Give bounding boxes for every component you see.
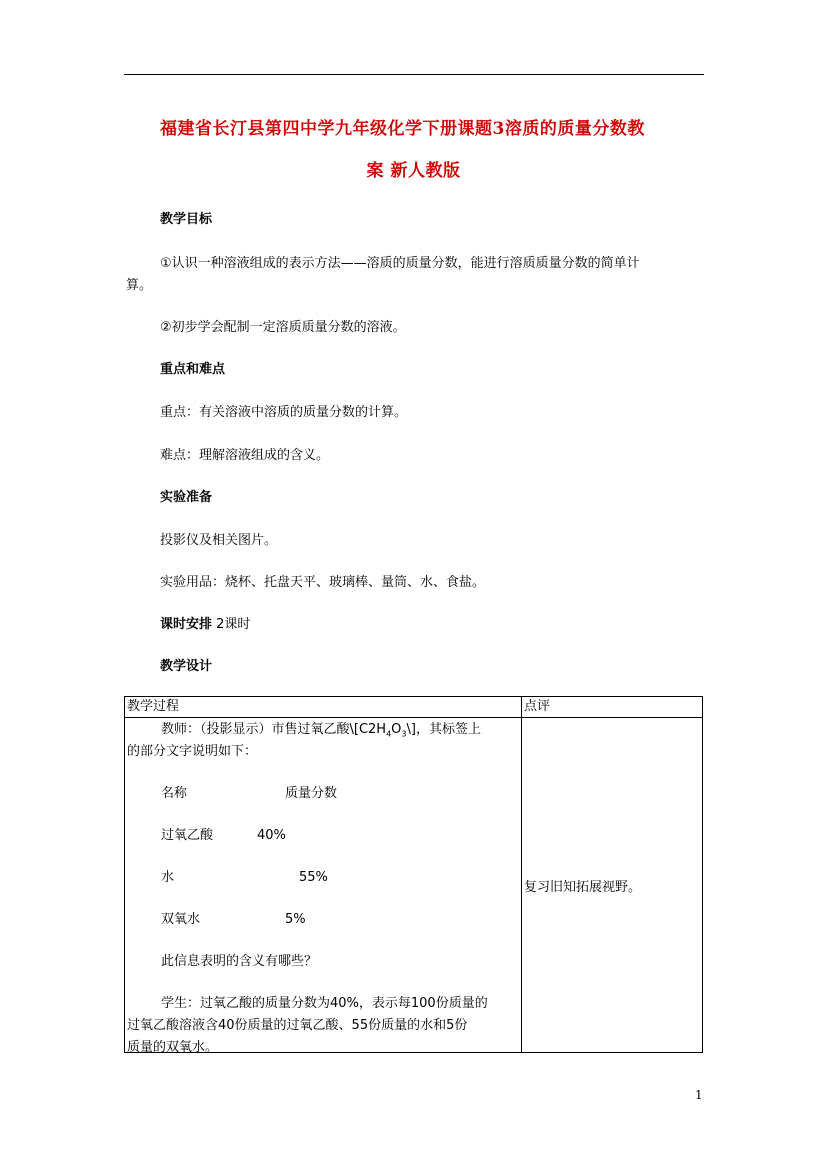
- design-heading: 教学设计: [160, 659, 213, 674]
- label-fraction-header: 质量分数: [285, 786, 338, 801]
- row2-value: 55%: [299, 870, 328, 885]
- row3-name: 双氧水: [161, 912, 201, 927]
- prep-heading: 实验准备: [160, 490, 213, 505]
- remark-cell: 复习旧知拓展视野。: [522, 718, 703, 1053]
- prep-item-2: 实验用品：烧杯、托盘天平、玻璃棒、量筒、水、食盐。: [160, 575, 486, 590]
- goals-heading: 教学目标: [160, 212, 213, 227]
- col-header-remark: 点评: [522, 697, 703, 718]
- key-point: 重点：有关溶液中溶质的质量分数的计算。: [160, 405, 408, 420]
- header-rule: [124, 74, 704, 75]
- formula-sub-4: 4: [386, 729, 392, 739]
- row3-value: 5%: [285, 912, 306, 927]
- teacher-line-1: [161, 720, 481, 745]
- teacher-text-b: \]，其标签上: [406, 722, 481, 737]
- schedule-heading: 课时安排: [160, 617, 213, 632]
- process-cell: [125, 718, 522, 1053]
- label-name-header: 名称: [161, 786, 188, 801]
- difficult-point: 难点：理解溶液组成的含义。: [160, 448, 330, 463]
- teacher-line-2: 的部分文字说明如下：: [127, 744, 258, 759]
- prep-item-1: 投影仪及相关图片。: [160, 533, 278, 548]
- document-title-line2: 案 新人教版: [366, 161, 461, 181]
- key-heading: 重点和难点: [160, 362, 226, 377]
- formula-o: O: [391, 722, 402, 737]
- row2-name: 水: [161, 870, 175, 885]
- goal-2: ②初步学会配制一定溶质质量分数的溶液。: [160, 320, 406, 335]
- row1-value: 40%: [257, 828, 286, 843]
- formula-sub-3: 3: [401, 729, 407, 739]
- schedule-value: 2课时: [216, 617, 251, 632]
- table-header-row: [125, 697, 703, 718]
- page-number: 1: [695, 1088, 703, 1102]
- row1-name: 过氧乙酸: [161, 828, 214, 843]
- goal-1-line2: 算。: [126, 278, 153, 293]
- teacher-text-a: 教师：（投影显示）市售过氧乙酸\[C2H: [161, 722, 387, 737]
- student-line-2: 过氧乙酸溶液含40份质量的过氧乙酸、55份质量的水和5份: [127, 1018, 468, 1033]
- teaching-design-table: [124, 696, 703, 1053]
- document-title-line1: 福建省长汀县第四中学九年级化学下册课题3溶质的质量分数教: [160, 119, 645, 139]
- student-line-3: 质量的双氧水。: [127, 1040, 219, 1055]
- col-header-process: 教学过程: [125, 697, 522, 718]
- schedule-line: [160, 615, 250, 635]
- student-line-1: 学生：过氧乙酸的质量分数为40%，表示每100份质量的: [161, 996, 488, 1011]
- question-line: 此信息表明的含义有哪些？: [161, 954, 318, 969]
- table-row: [125, 718, 703, 1053]
- goal-1-line1: ①认识一种溶液组成的表示方法——溶质的质量分数，能进行溶质质量分数的简单计: [160, 256, 640, 271]
